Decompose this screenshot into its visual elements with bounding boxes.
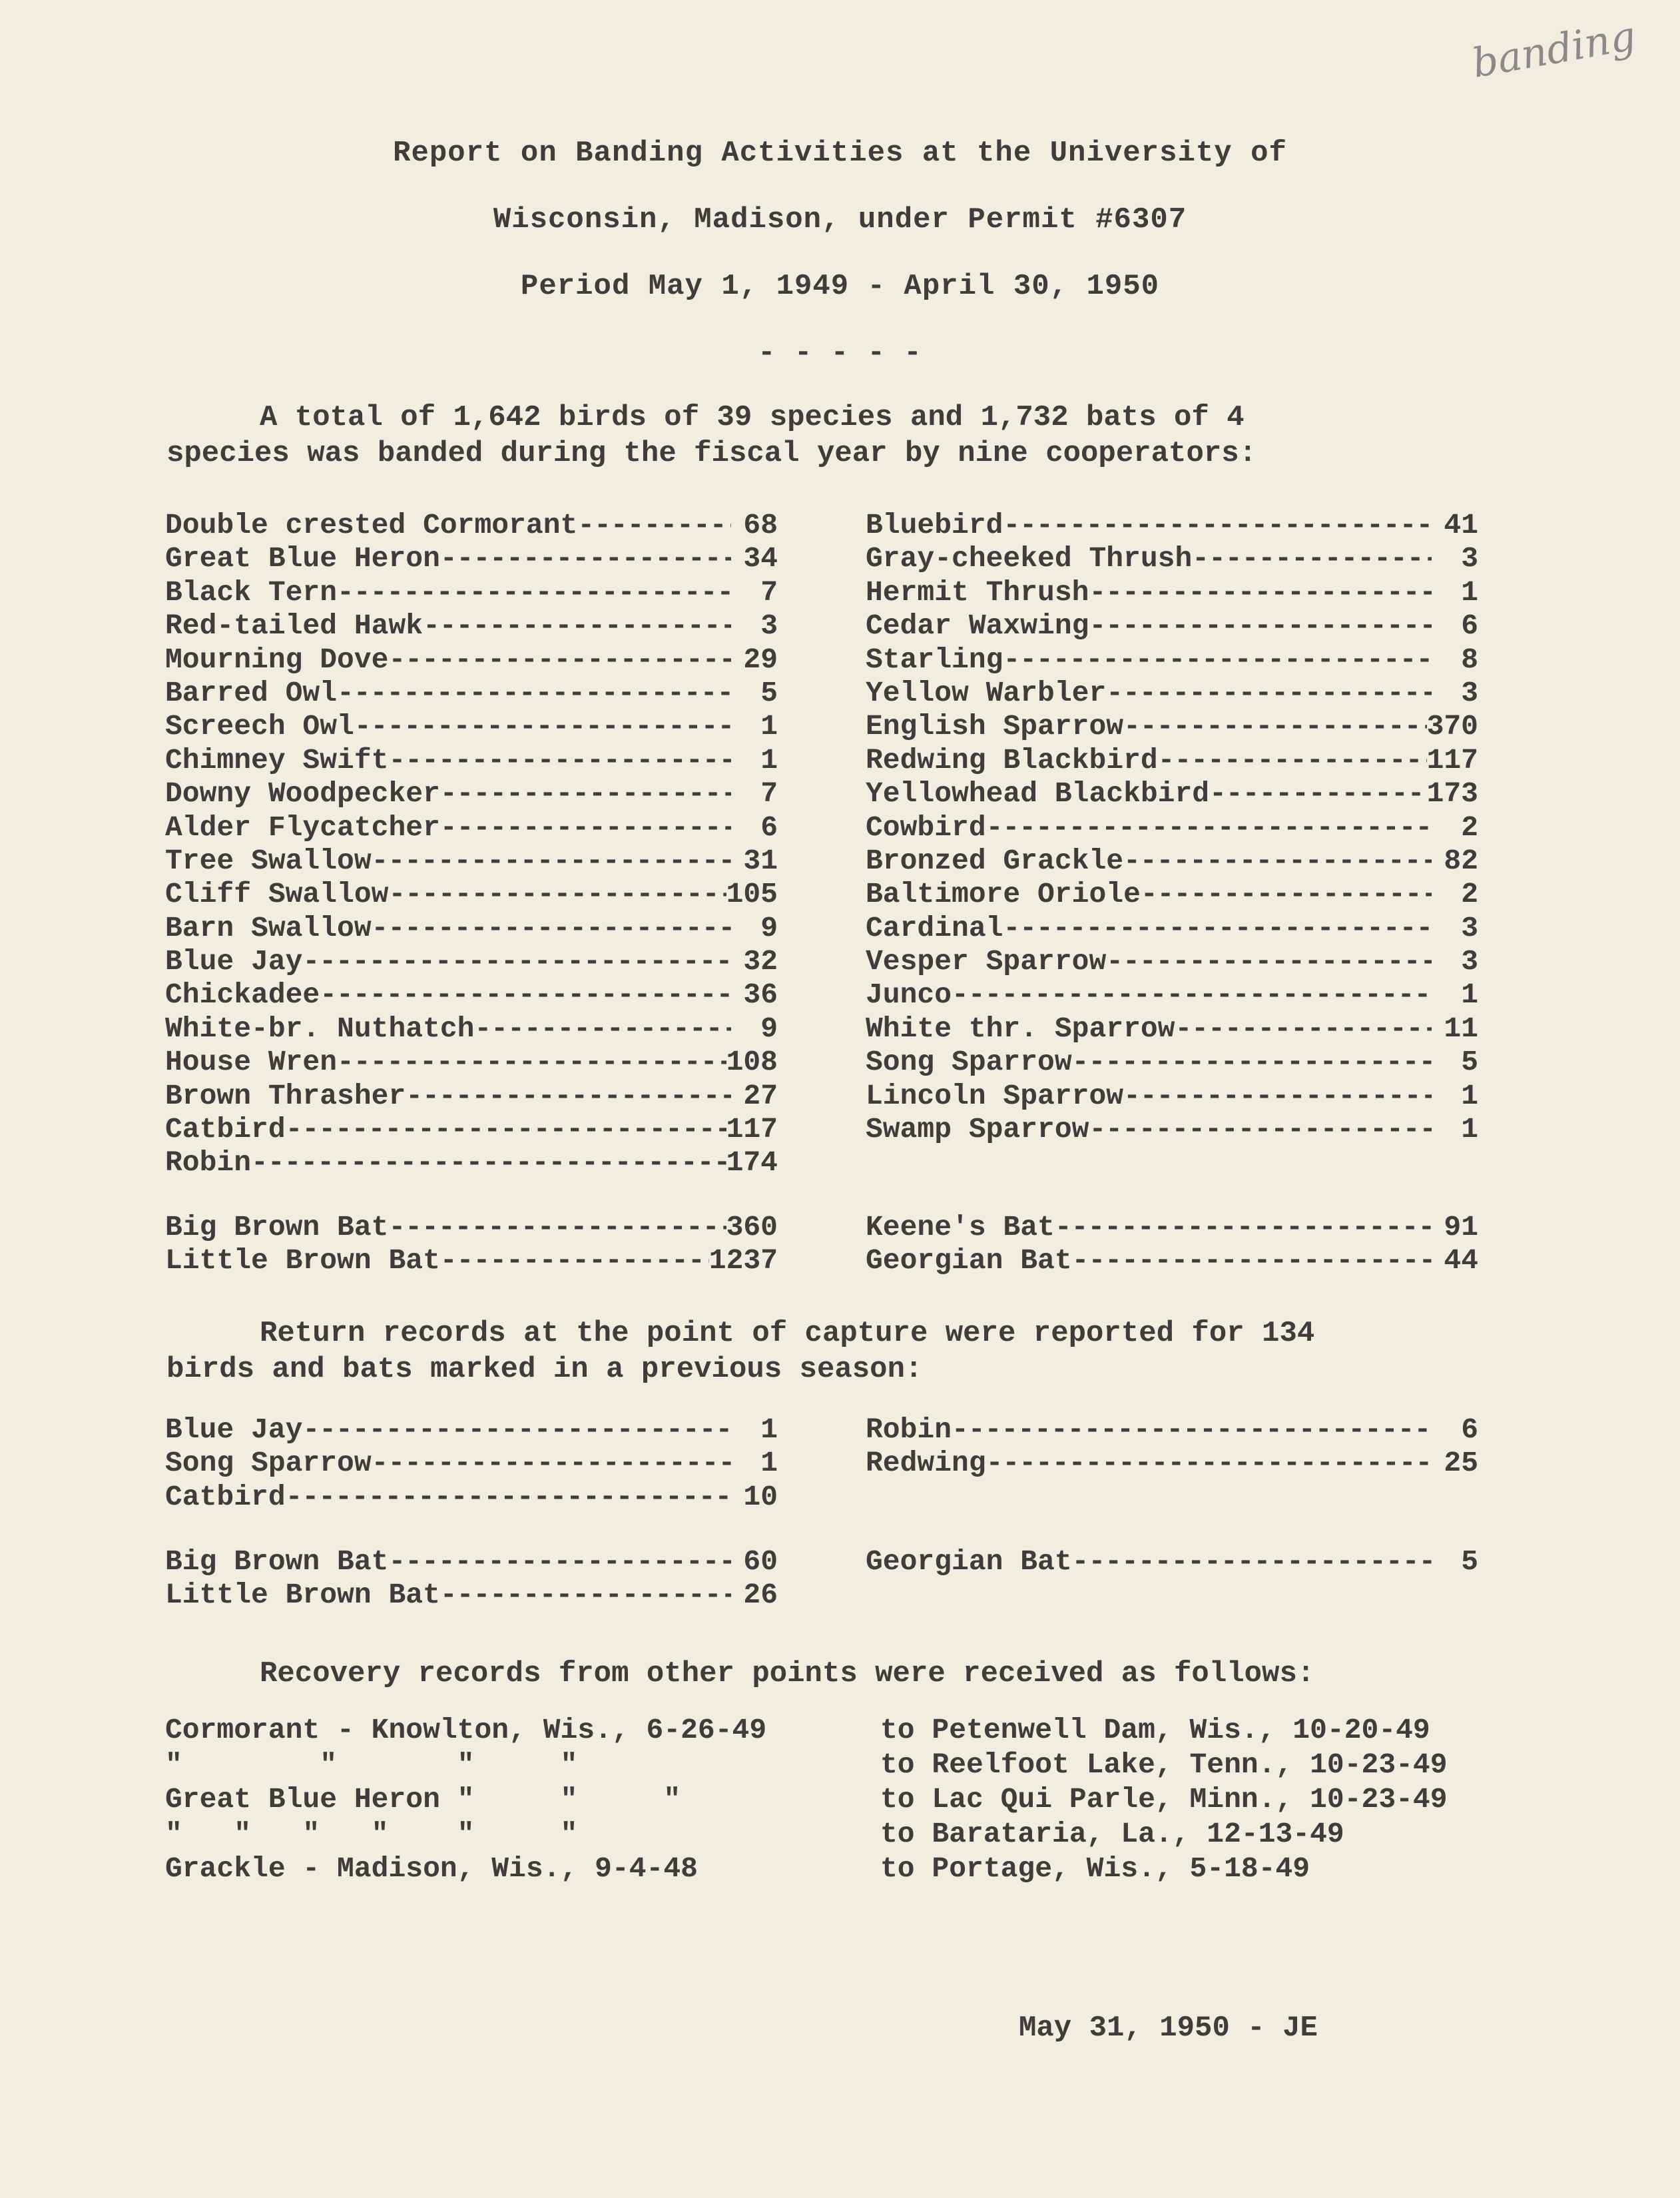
list-item (165, 1244, 778, 1278)
dash-leader (251, 1146, 726, 1180)
species-name: Alder Flycatcher (165, 811, 440, 844)
species-name: English Sparrow (866, 710, 1124, 743)
species-name: Barred Owl (165, 676, 338, 709)
species-name: Barn Swallow (165, 911, 372, 944)
list-item (866, 542, 1478, 575)
species-name: Redwing (866, 1447, 986, 1480)
dash-leader (406, 1080, 731, 1113)
dash-leader (372, 912, 731, 945)
list-item (866, 677, 1478, 710)
returns-line-1: Return records at the point of capture were reported for 134 (260, 1317, 1315, 1350)
dash-leader (1106, 677, 1432, 710)
species-name: Song Sparrow (165, 1447, 372, 1480)
list-item (866, 576, 1478, 609)
list-item (866, 1545, 1478, 1579)
list-item (866, 609, 1478, 643)
recovery-origin: " " " " " " (165, 1818, 578, 1850)
dash-leader (388, 643, 731, 677)
list-item (165, 945, 778, 978)
list-item (165, 978, 778, 1012)
handwritten-margin-note: banding (1468, 13, 1639, 87)
count-value: 360 (726, 1211, 778, 1244)
dash-leader (388, 1545, 731, 1579)
species-name: Big Brown Bat (165, 1545, 389, 1578)
count-value: 2 (1461, 811, 1478, 844)
count-value: 26 (743, 1579, 778, 1612)
list-item (866, 811, 1478, 845)
recoveries-heading-block (166, 1656, 1465, 1692)
dash-leader (354, 710, 731, 743)
species-name: Double crested Cormorant (165, 509, 578, 542)
count-value: 1 (760, 1413, 778, 1446)
dash-leader (952, 1413, 1432, 1447)
species-name: Black Tern (165, 575, 338, 609)
count-value: 108 (726, 1046, 778, 1079)
intro-line-2: species was banded during the fiscal year by nine cooperators: (166, 437, 1257, 470)
dash-leader (474, 1012, 731, 1046)
dash-leader (986, 1447, 1432, 1480)
intro-paragraph (166, 400, 1465, 472)
recovery-destination: to Petenwell Dam, Wis., 10-20-49 (880, 1714, 1430, 1746)
species-name: Little Brown Bat (165, 1244, 440, 1278)
list-item (165, 609, 778, 643)
species-name: Downy Woodpecker (165, 777, 440, 811)
count-value: 105 (726, 878, 778, 911)
list-item (866, 1080, 1478, 1113)
list-item (165, 1113, 778, 1146)
species-name: Screech Owl (165, 710, 354, 743)
returns-line-2: birds and bats marked in a previous season: (166, 1353, 923, 1386)
count-value: 8 (1461, 643, 1478, 676)
dash-leader (1072, 1545, 1432, 1579)
dash-leader (1158, 744, 1427, 777)
dash-leader (1209, 777, 1426, 811)
list-item (866, 845, 1478, 878)
dash-leader (388, 744, 731, 777)
returns-bats-left-column (165, 1545, 778, 1613)
species-name: Big Brown Bat (165, 1211, 389, 1244)
dash-leader (388, 878, 726, 911)
list-item (165, 744, 778, 777)
count-value: 25 (1444, 1447, 1478, 1480)
species-name: Hermit Thrush (866, 575, 1089, 609)
dash-leader (1192, 542, 1432, 575)
count-value: 5 (1461, 1545, 1478, 1578)
species-name: White-br. Nuthatch (165, 1012, 475, 1045)
recovery-origin: Grackle - Madison, Wis., 9-4-48 (165, 1852, 698, 1885)
dash-leader (1123, 845, 1432, 878)
list-item (165, 1046, 778, 1079)
count-value: 3 (1461, 911, 1478, 944)
count-value: 1 (1461, 575, 1478, 609)
dash-leader (986, 811, 1432, 845)
dash-leader (1003, 912, 1432, 945)
list-item (866, 1113, 1478, 1146)
species-name: Little Brown Bat (165, 1579, 440, 1612)
list-item (165, 643, 778, 677)
list-item (165, 1146, 778, 1180)
species-name: Vesper Sparrow (866, 945, 1107, 978)
count-value: 1 (760, 1447, 778, 1480)
report-title-line-1: Report on Banding Activities at the University of (393, 137, 1287, 170)
list-item (866, 978, 1478, 1012)
count-value: 3 (760, 609, 778, 643)
dash-leader (388, 1211, 726, 1244)
species-name: Catbird (165, 1480, 286, 1513)
dash-leader (1072, 1244, 1432, 1278)
recovery-destination: to Portage, Wis., 5-18-49 (880, 1852, 1310, 1885)
report-period: Period May 1, 1949 - April 30, 1950 (520, 270, 1160, 303)
count-value: 370 (1426, 710, 1478, 743)
dash-leader (1175, 1012, 1432, 1046)
species-name: Redwing Blackbird (866, 743, 1158, 777)
count-value: 174 (726, 1146, 778, 1180)
dash-leader (372, 1447, 731, 1480)
species-name: Chimney Swift (165, 743, 389, 777)
dash-leader (302, 1413, 731, 1447)
recovery-origin: " " " " (165, 1748, 578, 1781)
species-name: Baltimore Oriole (866, 878, 1141, 911)
dash-leader (1089, 609, 1432, 643)
list-item (866, 509, 1478, 542)
species-name: Song Sparrow (866, 1046, 1072, 1079)
count-value: 41 (1444, 509, 1478, 542)
species-name: Blue Jay (165, 945, 303, 978)
recovery-origin: Cormorant - Knowlton, Wis., 6-26-49 (165, 1714, 767, 1746)
list-item (165, 912, 778, 945)
list-item (165, 677, 778, 710)
list-item (866, 710, 1478, 743)
list-item (165, 1447, 778, 1480)
dash-leader (440, 542, 731, 575)
species-name: Tree Swallow (165, 844, 372, 877)
list-item (866, 1211, 1478, 1244)
dash-leader (952, 978, 1432, 1012)
count-value: 7 (760, 777, 778, 811)
count-value: 6 (1461, 1413, 1478, 1446)
dash-leader (440, 811, 731, 845)
dash-leader (1106, 945, 1432, 978)
count-value: 5 (1461, 1046, 1478, 1079)
count-value: 117 (726, 1113, 778, 1146)
list-item (866, 1046, 1478, 1079)
list-item (165, 1545, 778, 1579)
species-name: Mourning Dove (165, 643, 389, 676)
dash-leader (337, 576, 731, 609)
dash-leader (1089, 576, 1432, 609)
species-name: House Wren (165, 1046, 338, 1079)
species-name: Keene's Bat (866, 1211, 1055, 1244)
list-item (165, 777, 778, 811)
species-name: Yellowhead Blackbird (866, 777, 1210, 811)
species-name: Cowbird (866, 811, 986, 844)
dash-leader (337, 677, 731, 710)
recoveries-heading: Recovery records from other points were received as follows: (260, 1657, 1315, 1690)
dash-leader (337, 1046, 726, 1079)
list-item (866, 1447, 1478, 1480)
count-value: 1 (1461, 1079, 1478, 1112)
recovery-destination: to Barataria, La., 12-13-49 (880, 1818, 1344, 1850)
dash-leader (1141, 878, 1432, 911)
recovery-origin: Great Blue Heron " " " (165, 1783, 681, 1816)
dash-leader (320, 978, 731, 1012)
report-title-line-2: Wisconsin, Madison, under Permit #6307 (493, 203, 1187, 236)
list-item (866, 945, 1478, 978)
species-name: Blue Jay (165, 1413, 303, 1446)
species-name: Junco (866, 978, 952, 1012)
species-name: Starling (866, 643, 1003, 676)
species-name: Cedar Waxwing (866, 609, 1089, 643)
count-value: 173 (1426, 777, 1478, 811)
species-name: Red-tailed Hawk (165, 609, 423, 643)
dash-leader (1123, 1080, 1432, 1113)
count-value: 6 (760, 811, 778, 844)
species-name: Lincoln Sparrow (866, 1079, 1124, 1112)
count-value: 9 (760, 911, 778, 944)
species-name: Chickadee (165, 978, 320, 1012)
dash-leader (440, 1244, 709, 1278)
list-item (165, 576, 778, 609)
count-value: 60 (743, 1545, 778, 1578)
species-name: Robin (866, 1413, 952, 1446)
count-value: 2 (1461, 878, 1478, 911)
count-value: 82 (1444, 844, 1478, 877)
dash-leader (1123, 710, 1427, 743)
count-value: 6 (1461, 609, 1478, 643)
species-name: Gray-cheeked Thrush (866, 542, 1193, 575)
list-item (165, 509, 778, 542)
banded-birds-left-column (165, 509, 778, 1180)
count-value: 34 (743, 542, 778, 575)
count-value: 117 (1426, 743, 1478, 777)
returns-paragraph (166, 1315, 1465, 1387)
list-item (165, 542, 778, 575)
list-item (165, 1579, 778, 1612)
count-value: 1 (1461, 1113, 1478, 1146)
returns-birds-left-column (165, 1413, 778, 1514)
dash-leader (1089, 1113, 1432, 1146)
dash-leader (440, 777, 731, 811)
banded-birds-right-column (866, 509, 1478, 1146)
species-name: White thr. Sparrow (866, 1012, 1175, 1045)
recoveries-origin-column (165, 1713, 766, 1886)
species-name: Swamp Sparrow (866, 1113, 1089, 1146)
species-name: Cliff Swallow (165, 878, 389, 911)
list-item (866, 878, 1478, 911)
list-item (165, 710, 778, 743)
dash-leader (440, 1579, 731, 1612)
dash-leader (577, 509, 731, 542)
dash-leader (286, 1113, 726, 1146)
count-value: 7 (760, 575, 778, 609)
list-item (165, 1481, 778, 1514)
species-name: Georgian Bat (866, 1545, 1072, 1578)
species-name: Great Blue Heron (165, 542, 440, 575)
count-value: 1 (1461, 978, 1478, 1012)
dash-leader (302, 945, 731, 978)
recoveries-destination-column (880, 1713, 1448, 1886)
returns-bats-right-column (866, 1545, 1478, 1579)
recovery-destination: to Reelfoot Lake, Tenn., 10-23-49 (880, 1748, 1448, 1781)
count-value: 1237 (708, 1244, 778, 1278)
count-value: 1 (760, 743, 778, 777)
banded-bats-left-column (165, 1211, 778, 1278)
dash-leader (286, 1481, 731, 1514)
count-value: 9 (760, 1012, 778, 1045)
list-item (165, 845, 778, 878)
signature-date: May 31, 1950 - JE (1019, 2012, 1318, 2045)
species-name: Georgian Bat (866, 1244, 1072, 1278)
separator: - - - - - (758, 336, 922, 370)
count-value: 91 (1444, 1211, 1478, 1244)
count-value: 3 (1461, 945, 1478, 978)
list-item (866, 912, 1478, 945)
list-item (866, 777, 1478, 811)
returns-birds-right-column (866, 1413, 1478, 1481)
count-value: 29 (743, 643, 778, 676)
species-name: Cardinal (866, 911, 1003, 944)
dash-leader (1003, 509, 1432, 542)
list-item (866, 1413, 1478, 1447)
list-item (165, 878, 778, 911)
dash-leader (1003, 643, 1432, 677)
list-item (165, 1080, 778, 1113)
list-item (165, 1211, 778, 1244)
species-name: Robin (165, 1146, 252, 1180)
count-value: 5 (760, 676, 778, 709)
count-value: 32 (743, 945, 778, 978)
count-value: 10 (743, 1480, 778, 1513)
count-value: 44 (1444, 1244, 1478, 1278)
dash-leader (423, 609, 731, 643)
dash-leader (1055, 1211, 1432, 1244)
count-value: 1 (760, 710, 778, 743)
count-value: 68 (743, 509, 778, 542)
dash-leader (372, 845, 731, 878)
species-name: Bluebird (866, 509, 1003, 542)
count-value: 36 (743, 978, 778, 1012)
count-value: 3 (1461, 676, 1478, 709)
list-item (866, 1244, 1478, 1278)
list-item (866, 1012, 1478, 1046)
list-item (866, 643, 1478, 677)
count-value: 3 (1461, 542, 1478, 575)
list-item (165, 1413, 778, 1447)
species-name: Brown Thrasher (165, 1079, 406, 1112)
list-item (866, 744, 1478, 777)
count-value: 11 (1444, 1012, 1478, 1045)
count-value: 27 (743, 1079, 778, 1112)
count-value: 31 (743, 844, 778, 877)
species-name: Catbird (165, 1113, 286, 1146)
species-name: Yellow Warbler (866, 676, 1107, 709)
list-item (165, 811, 778, 845)
dash-leader (1072, 1046, 1432, 1079)
banded-bats-right-column (866, 1211, 1478, 1278)
recovery-destination: to Lac Qui Parle, Minn., 10-23-49 (880, 1783, 1448, 1816)
intro-line-1: A total of 1,642 birds of 39 species and 1,732 bats of 4 (260, 401, 1245, 434)
species-name: Bronzed Grackle (866, 844, 1124, 877)
list-item (165, 1012, 778, 1046)
